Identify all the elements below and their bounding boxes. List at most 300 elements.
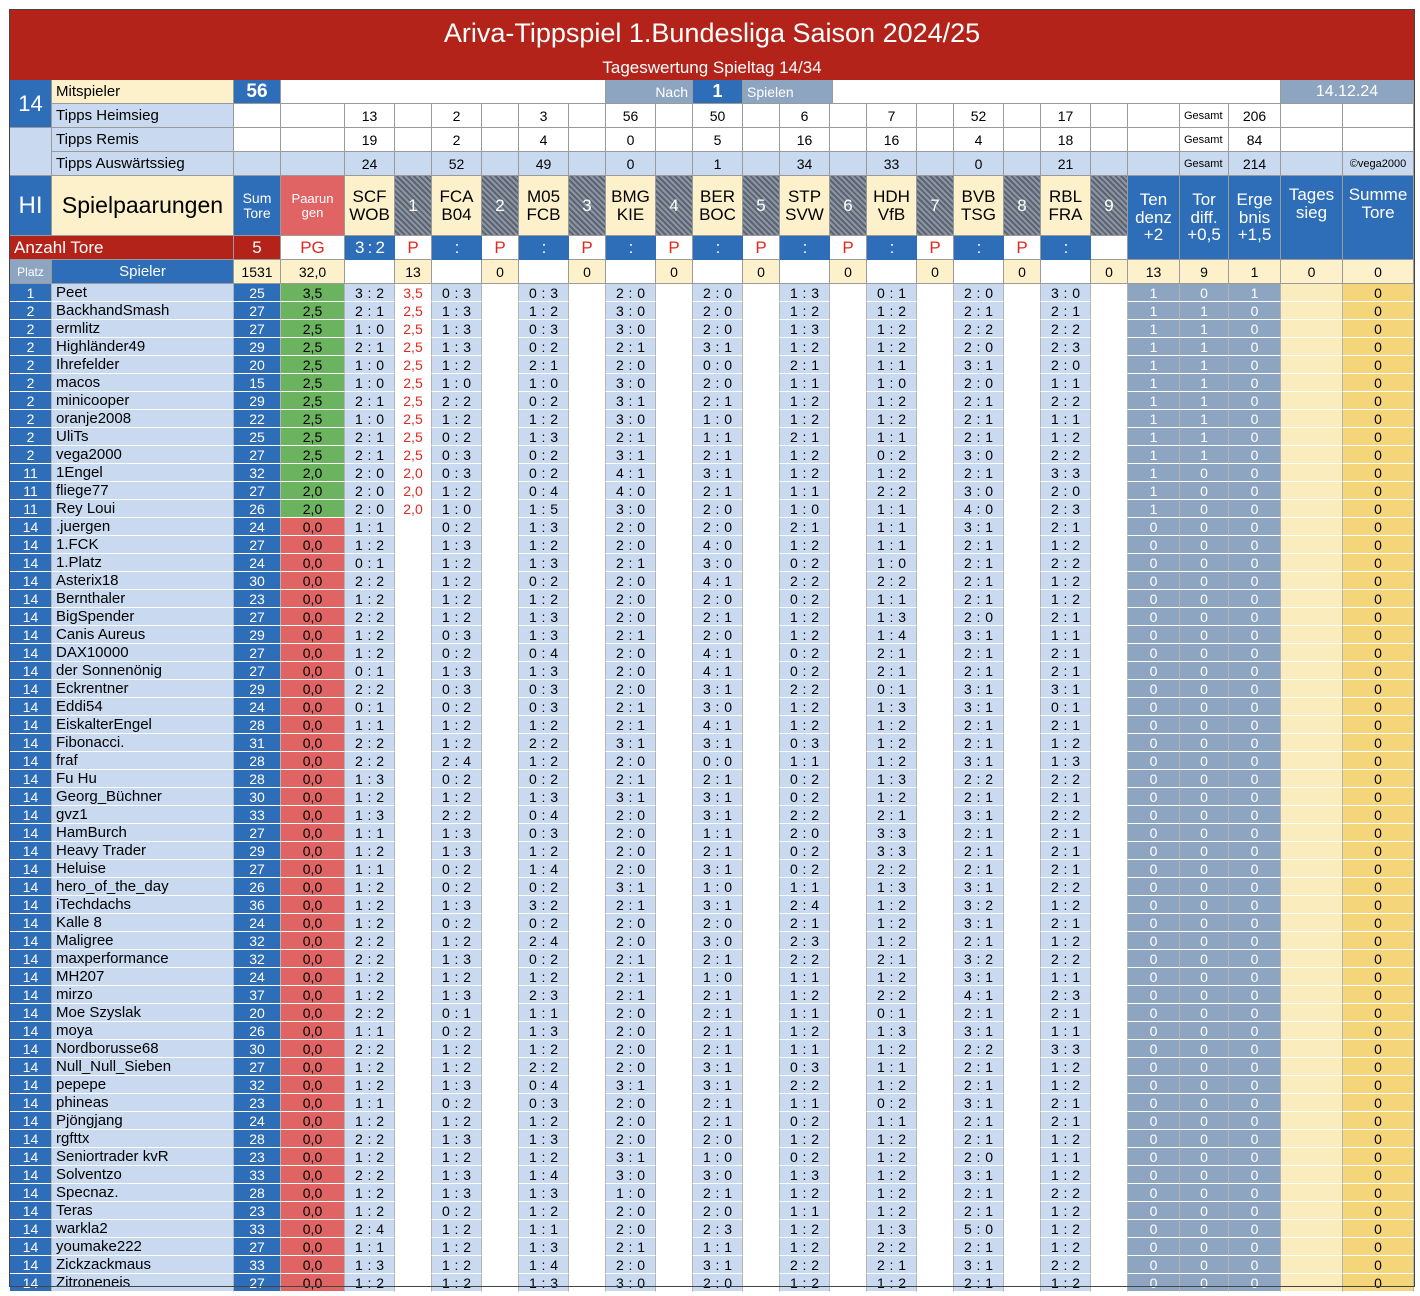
game-points: [743, 1040, 780, 1058]
player-points: 0,0: [281, 644, 345, 662]
tagessieg-cell: [1281, 1184, 1343, 1202]
home-goals: 3: [616, 320, 624, 337]
away-goals: 2: [1072, 878, 1080, 895]
away-goals: 0: [985, 1220, 993, 1237]
home-goals: 2: [790, 914, 798, 931]
home-goals: 2: [964, 1076, 972, 1093]
away-goals: 1: [637, 770, 645, 787]
platz-cell: 14: [10, 626, 52, 644]
score-colon: :: [802, 536, 807, 553]
game-points: [830, 500, 867, 518]
tip-cell: [693, 482, 743, 500]
game-points: [656, 356, 693, 374]
away-goals: 2: [898, 464, 906, 481]
game-points: [1091, 464, 1128, 482]
home-goals: 1: [442, 1220, 450, 1237]
home-goals: 0: [790, 1058, 798, 1075]
tip-cell: [606, 1094, 656, 1112]
game-points: [1004, 1022, 1041, 1040]
tip-cell: [780, 1238, 830, 1256]
player-points: 0,0: [281, 1112, 345, 1130]
summetore-cell: 0: [1343, 572, 1414, 590]
tip-cell: [1041, 986, 1091, 1004]
game-points: [743, 1058, 780, 1076]
game-points: [743, 1166, 780, 1184]
away-goals: 0: [637, 374, 645, 391]
score-colon: :: [1063, 878, 1068, 895]
tip-cell: [345, 932, 395, 950]
tip-cell: [867, 734, 917, 752]
away-goals: 3: [550, 662, 558, 679]
score-colon: :: [889, 1112, 894, 1129]
score-colon: :: [802, 842, 807, 859]
away-goals: 3: [550, 680, 558, 697]
player-points: 0,0: [281, 716, 345, 734]
score-colon: :: [715, 806, 720, 823]
home-goals: 2: [529, 356, 537, 373]
score-colon: :: [454, 662, 459, 679]
away-goals: 1: [1072, 374, 1080, 391]
home-goals: 1: [877, 1220, 885, 1237]
player-points: 2,5: [281, 410, 345, 428]
away-goals: 1: [637, 716, 645, 733]
home-goals: 2: [1051, 842, 1059, 859]
mitspieler-label: Mitspieler: [52, 80, 234, 104]
score-colon: :: [715, 698, 720, 715]
game-points: [1091, 1202, 1128, 1220]
game-points: [569, 320, 606, 338]
away-goals: 2: [898, 1076, 906, 1093]
game-points: [569, 392, 606, 410]
score-colon: :: [367, 284, 372, 301]
away-goals: 1: [1072, 842, 1080, 859]
tipps-aus-total: 214: [1229, 152, 1281, 176]
game-points: [1091, 518, 1128, 536]
away-goals: 0: [637, 680, 645, 697]
player-sum-tore: 28: [234, 1184, 281, 1202]
tip-cell: [345, 518, 395, 536]
game-points: [569, 410, 606, 428]
tip-cell: [606, 986, 656, 1004]
player-name: phineas: [52, 1094, 234, 1112]
team-code: M05: [526, 186, 561, 206]
home-goals: 0: [790, 590, 798, 607]
tendenz-cell: 0: [1128, 1004, 1180, 1022]
away-goals: 2: [376, 644, 384, 661]
tip-cell: [519, 1148, 569, 1166]
tip-cell: [780, 392, 830, 410]
tip-cell: [780, 770, 830, 788]
game-points: [743, 518, 780, 536]
away-goals: 3: [898, 608, 906, 625]
home-goals: 1: [1051, 428, 1059, 445]
game-points: [743, 428, 780, 446]
team-code: FCB: [526, 204, 561, 224]
game-points: [656, 536, 693, 554]
home-goals: 2: [616, 1094, 624, 1111]
away-goals: 1: [637, 464, 645, 481]
tip-cell: [432, 986, 482, 1004]
away-goals: 0: [637, 1256, 645, 1273]
tip-cell: [693, 446, 743, 464]
home-goals: 1: [790, 716, 798, 733]
player-sum-tore: 32: [234, 932, 281, 950]
tordiff-cell: 0: [1180, 806, 1229, 824]
home-goals: 2: [877, 986, 885, 1003]
score-colon: :: [1063, 410, 1068, 427]
tip-cell: [519, 1112, 569, 1130]
tip-cell: [780, 1004, 830, 1022]
tip-cell: [780, 482, 830, 500]
game-points: [482, 500, 519, 518]
blank-cell: [1281, 152, 1343, 176]
home-goals: 2: [703, 1004, 711, 1021]
home-goals: 1: [877, 1022, 885, 1039]
tipps-aus-count: 33: [867, 152, 917, 176]
score-colon: :: [367, 914, 372, 931]
summetore-cell: 0: [1343, 806, 1414, 824]
tip-cell: [693, 1058, 743, 1076]
score-colon: :: [541, 788, 546, 805]
tip-cell: [867, 1040, 917, 1058]
home-goals: 0: [355, 554, 363, 571]
tip-cell: [867, 572, 917, 590]
home-goals: 0: [442, 626, 450, 643]
tordiff-cell: 0: [1180, 914, 1229, 932]
game-points: [917, 1184, 954, 1202]
game-points: [482, 446, 519, 464]
game-points: [743, 968, 780, 986]
tip-cell: [432, 1094, 482, 1112]
away-goals: 1: [724, 806, 732, 823]
game-points: [1004, 302, 1041, 320]
tip-cell: [606, 1004, 656, 1022]
away-goals: 2: [1072, 1274, 1080, 1291]
score-colon: :: [367, 1184, 372, 1201]
score-colon: :: [889, 1004, 894, 1021]
tipps-aus-count: 0: [606, 152, 656, 176]
away-goals: 3: [463, 680, 471, 697]
tendenz-cell: 1: [1128, 446, 1180, 464]
away-goals: 1: [1072, 824, 1080, 841]
game-points: [656, 788, 693, 806]
score-colon: :: [976, 1076, 981, 1093]
score-colon: :: [541, 1040, 546, 1057]
game-points: [917, 626, 954, 644]
game-header: [345, 176, 395, 236]
tendenz-cell: 0: [1128, 878, 1180, 896]
home-goals: 4: [703, 662, 711, 679]
player-sum-tore: 27: [234, 1238, 281, 1256]
score-colon: :: [802, 1094, 807, 1111]
tip-cell: [432, 302, 482, 320]
game-points: [482, 914, 519, 932]
away-goals: 2: [463, 968, 471, 985]
game-points: [656, 770, 693, 788]
score-colon: :: [367, 1040, 372, 1057]
tipps-heim-total: 206: [1229, 104, 1281, 128]
tagessieg-cell: [1281, 428, 1343, 446]
header-line: Sum: [242, 189, 272, 206]
tordiff-cell: 1: [1180, 356, 1229, 374]
tip-cell: [954, 788, 1004, 806]
game-points-total: 0: [482, 260, 519, 284]
tip-cell: [345, 860, 395, 878]
away-goals: 3: [376, 770, 384, 787]
score-colon: :: [454, 1220, 459, 1237]
tordiff-cell: 1: [1180, 338, 1229, 356]
home-goals: 2: [616, 1202, 624, 1219]
tip-cell: [519, 680, 569, 698]
summetore-cell: 0: [1343, 338, 1414, 356]
game-points: [569, 950, 606, 968]
game-points: [482, 986, 519, 1004]
away-goals: 0: [637, 500, 645, 517]
game-points: [482, 824, 519, 842]
player-name: Pjöngjang: [52, 1112, 234, 1130]
player-sum-tore: 32: [234, 464, 281, 482]
tip-cell: [432, 1238, 482, 1256]
game-points: [743, 338, 780, 356]
game-points: [830, 1148, 867, 1166]
tip-cell: [954, 608, 1004, 626]
tip-cell: [345, 338, 395, 356]
score-colon: :: [976, 932, 981, 949]
score-colon: :: [541, 338, 546, 355]
score-colon: :: [541, 1112, 546, 1129]
score-colon: :: [802, 238, 808, 257]
score-colon: :: [715, 1238, 720, 1255]
tip-cell: [345, 896, 395, 914]
away-goals: 3: [550, 1094, 558, 1111]
summetore-cell: 0: [1343, 896, 1414, 914]
away-goals: 2: [898, 572, 906, 589]
home-goals: 1: [1051, 1076, 1059, 1093]
away-goals: 3: [376, 1256, 384, 1273]
tagessieg-cell: [1281, 1022, 1343, 1040]
home-goals: 2: [703, 1184, 711, 1201]
score-colon: :: [889, 356, 894, 373]
score-colon: :: [454, 238, 460, 257]
home-goals: 2: [616, 1256, 624, 1273]
score-colon: :: [976, 1184, 981, 1201]
game-points: [743, 680, 780, 698]
score-colon: :: [802, 590, 807, 607]
blank-cell: [482, 104, 519, 128]
home-goals: 1: [442, 968, 450, 985]
blank-cell: [917, 104, 954, 128]
score-colon: :: [1063, 1274, 1068, 1291]
platz-cell: 14: [10, 1130, 52, 1148]
tip-cell: [519, 1058, 569, 1076]
home-goals: 1: [790, 392, 798, 409]
score-colon: :: [802, 734, 807, 751]
away-goals: 1: [985, 572, 993, 589]
away-goals: 2: [811, 1022, 819, 1039]
tordiff-cell: 0: [1180, 950, 1229, 968]
tordiff-cell: 0: [1180, 1058, 1229, 1076]
away-goals: 1: [724, 734, 732, 751]
home-goals: 3: [964, 806, 972, 823]
score-colon: :: [976, 1166, 981, 1183]
tendenz-cell: 0: [1128, 1076, 1180, 1094]
player-name: Moe Szyslak: [52, 1004, 234, 1022]
home-goals: 1: [355, 356, 363, 373]
home-goals: 1: [529, 1256, 537, 1273]
home-goals: 2: [1051, 1184, 1059, 1201]
game-points: [482, 1094, 519, 1112]
home-goals: 0: [877, 284, 885, 301]
tagessieg-cell: [1281, 572, 1343, 590]
game-points: [1091, 320, 1128, 338]
home-goals: 2: [877, 860, 885, 877]
player-sum-tore: 33: [234, 1220, 281, 1238]
blank-cell: [743, 152, 780, 176]
tagessieg-cell: [1281, 1058, 1343, 1076]
ergebnis-cell: 0: [1229, 446, 1281, 464]
summetore-cell: 0: [1343, 968, 1414, 986]
game-points: [569, 428, 606, 446]
player-name: maxperformance: [52, 950, 234, 968]
game-points: [917, 356, 954, 374]
away-goals: 1: [985, 536, 993, 553]
away-goals: 3: [898, 770, 906, 787]
score-colon: :: [802, 1076, 807, 1093]
tendenz-cell: 1: [1128, 356, 1180, 374]
tip-cell: [693, 770, 743, 788]
platz-cell: 14: [10, 752, 52, 770]
home-goals: 1: [1051, 968, 1059, 985]
score-colon: :: [715, 1004, 720, 1021]
score-colon: :: [628, 1256, 633, 1273]
score-colon: :: [715, 302, 720, 319]
player-name: minicooper: [52, 392, 234, 410]
game-points: [1004, 554, 1041, 572]
platz-cell: 14: [10, 644, 52, 662]
team-code: STP: [787, 186, 822, 206]
away-goals: 1: [724, 338, 732, 355]
score-colon: :: [541, 1076, 546, 1093]
score-colon: :: [454, 1148, 459, 1165]
game-points: [743, 302, 780, 320]
score-colon: :: [715, 1148, 720, 1165]
home-goals: 2: [1051, 770, 1059, 787]
pg-label: PG: [281, 236, 345, 260]
game-points: [1091, 1274, 1128, 1292]
game-points: [656, 482, 693, 500]
tip-cell: [606, 572, 656, 590]
tip-cell: [1041, 1238, 1091, 1256]
score-colon: :: [976, 1004, 981, 1021]
tendenz-cell: 0: [1128, 860, 1180, 878]
home-goals: 1: [877, 626, 885, 643]
home-goals: 1: [355, 968, 363, 985]
game-number: 9: [1091, 176, 1128, 236]
score-colon: :: [889, 446, 894, 463]
home-goals: 2: [616, 824, 624, 841]
score-colon: :: [976, 518, 981, 535]
ergebnis-cell: 0: [1229, 932, 1281, 950]
away-goals: 1: [898, 284, 906, 301]
platz-cell: 2: [10, 446, 52, 464]
player-points: 0,0: [281, 1202, 345, 1220]
tip-cell: [432, 1256, 482, 1274]
home-goals: 3: [964, 896, 972, 913]
tip-cell: [1041, 338, 1091, 356]
away-goals: 1: [898, 1112, 906, 1129]
home-goals: 1: [790, 1040, 798, 1057]
tip-cell: [780, 1202, 830, 1220]
tendenz-cell: 0: [1128, 1238, 1180, 1256]
game-points: [656, 1022, 693, 1040]
game-points: [569, 302, 606, 320]
player-points: 0,0: [281, 1148, 345, 1166]
game-points: [656, 950, 693, 968]
platz-cell: 14: [10, 1004, 52, 1022]
game-points: [917, 698, 954, 716]
home-goals: 2: [616, 896, 624, 913]
tipps-aus-count: 52: [432, 152, 482, 176]
game-points: [1091, 896, 1128, 914]
tip-cell: [345, 1184, 395, 1202]
home-goals: 0: [790, 554, 798, 571]
score-colon: :: [889, 320, 894, 337]
tordiff-cell: 1: [1180, 392, 1229, 410]
tip-cell: [519, 662, 569, 680]
tip-cell: [432, 410, 482, 428]
score-colon: :: [454, 626, 459, 643]
home-goals: 1: [442, 356, 450, 373]
tip-cell: [693, 302, 743, 320]
away-goals: 2: [1072, 1076, 1080, 1093]
tip-cell: [606, 1202, 656, 1220]
score-colon: :: [976, 1220, 981, 1237]
home-goals: 1: [442, 932, 450, 949]
away-goals: 4: [550, 1166, 558, 1183]
blank-cell: [693, 260, 743, 284]
tip-cell: [693, 716, 743, 734]
mitspieler-count: 56: [234, 80, 281, 104]
score-colon: :: [628, 860, 633, 877]
tip-cell: [780, 410, 830, 428]
points-label: P: [395, 236, 432, 260]
summetore-cell: 0: [1343, 1058, 1414, 1076]
game-points: [395, 824, 432, 842]
away-goals: 3: [811, 1166, 819, 1183]
tip-cell: [693, 878, 743, 896]
away-goals: 1: [376, 698, 384, 715]
tagessieg-cell: [1281, 1166, 1343, 1184]
player-name: moya: [52, 1022, 234, 1040]
score-colon: :: [1063, 572, 1068, 589]
game-points: [569, 824, 606, 842]
tip-cell: [693, 1256, 743, 1274]
ergebnis-cell: 0: [1229, 410, 1281, 428]
page-title: Ariva-Tippspiel 1.Bundesliga Saison 2024/25: [10, 10, 1414, 56]
away-goals: 2: [1072, 1238, 1080, 1255]
away-goals: 1: [376, 302, 384, 319]
home-goals: 2: [616, 572, 624, 589]
game-points: [395, 950, 432, 968]
game-points: [482, 734, 519, 752]
game-points: [569, 986, 606, 1004]
home-goals: 3: [964, 752, 972, 769]
tordiff-cell: 0: [1180, 752, 1229, 770]
anzahl-tore-sum: 5: [234, 236, 281, 260]
game-points: [830, 1094, 867, 1112]
home-goals: 0: [529, 392, 537, 409]
tip-cell: [954, 392, 1004, 410]
